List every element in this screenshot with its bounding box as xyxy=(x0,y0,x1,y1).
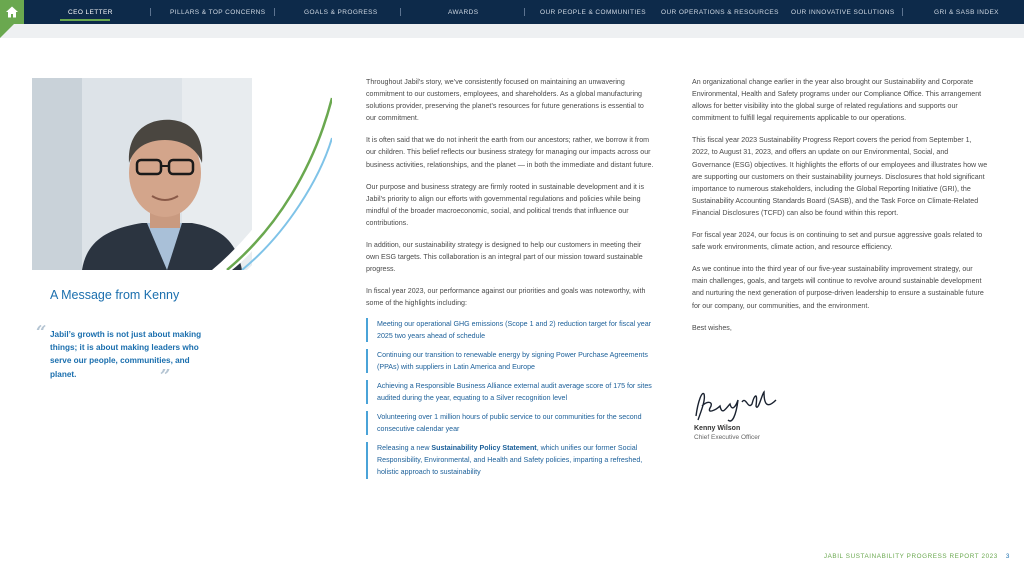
nav-separator xyxy=(524,8,525,16)
nav-pillars[interactable]: PILLARS & TOP CONCERNS xyxy=(170,9,266,16)
sub-header-bar xyxy=(0,24,1024,38)
home-icon xyxy=(5,5,19,19)
highlight-item: Meeting our operational GHG emissions (Scope 1 and 2) reduction target for fiscal year 2025 two years ahead of schedule xyxy=(366,318,656,342)
home-button[interactable] xyxy=(0,0,24,24)
signer-name: Kenny Wilson xyxy=(694,425,741,432)
corner-accent xyxy=(0,24,14,38)
highlight-item: Continuing our transition to renewable energy by signing Power Purchase Agreements (PPAs) with suppliers in Latin America and Europe xyxy=(366,349,656,373)
signer-title: Chief Executive Officer xyxy=(694,434,760,441)
nav-separator xyxy=(274,8,275,16)
paragraph: As we continue into the third year of our five-year sustainability improvement strategy, our main challenges, goals, and targets will continue to revolve around sustainable development and nurturing the next generation of purpose-driven leadership to ensure a sustainable future for our company, our communities, and the environment. xyxy=(692,265,984,310)
closing: Best wishes, xyxy=(692,323,732,332)
page-footer xyxy=(824,553,1010,560)
nav-ceo-letter[interactable]: CEO LETTER xyxy=(68,9,113,16)
paragraph: An organizational change earlier in the year also brought our Sustainability and Corporate Environmental, Health and Safety programs under our Compliance Office. This arrangement allows for better visibility into the global surge of related regulations and supports our commitment to fulfill legal requirements applicable to our operations. xyxy=(692,78,982,123)
ceo-portrait xyxy=(32,78,332,270)
highlight-item: Volunteering over 1 million hours of public service to our communities for the second consecutive calendar year xyxy=(366,411,656,435)
nav-separator xyxy=(400,8,401,16)
highlight-item xyxy=(366,442,656,478)
signature xyxy=(692,386,782,426)
paragraph: In fiscal year 2023, our performance against our priorities and goals was noteworthy, with some of the highlights including: xyxy=(366,287,646,308)
highlight-text: , which unifies our former Social Responsibility, Environmental, and Health and Safety policies, imparting a refreshed, holistic approach to sustainability xyxy=(377,444,643,477)
paragraph: This fiscal year 2023 Sustainability Progress Report covers the period from September 1, 2022, to August 31, 2023, and offers an update on our Environmental, Social, and Governance (ESG) objectives. It highlights the efforts of our employees and illustrates how we are supporting our customers on their sustainability journeys. Disclosures that hold significant importance to numerous stakeholders, including the Global Reporting Initiative (GRI), the Sustainability Accounting Standards Board (SASB), and the Task Force on Climate-Related Financial Disclosures (TCFD) can also be found within this report. xyxy=(692,136,988,217)
nav-separator xyxy=(902,8,903,16)
pull-quote: Jabil’s growth is not just about making things; it is about making leaders who serve our people, communities, and planet. xyxy=(50,330,202,379)
paragraph: Throughout Jabil’s story, we’ve consistently focused on maintaining an unwavering commitment to our customers, employees, and shareholders. As a global manufacturing solutions provider, preserving the planet’s resources for future generations is essential to our commitment. xyxy=(366,78,644,123)
nav-separator xyxy=(150,8,151,16)
nav-operations[interactable]: OUR OPERATIONS & RESOURCES xyxy=(661,9,779,16)
paragraph: Our purpose and business strategy are firmly rooted in sustainable development and it is Jabil’s priority to align our efforts with governmental regulations and policies while being mindful of the broader macroeconomic, social, and political trends that influence our contributions. xyxy=(366,182,644,227)
highlights-list xyxy=(366,318,656,479)
paragraph: In addition, our sustainability strategy is designed to help our customers in meeting their own ESG targets. This collaboration is an integral part of our mission toward sustainable progress. xyxy=(366,241,643,274)
letter-column-2 xyxy=(692,76,988,344)
nav-people[interactable]: OUR PEOPLE & COMMUNITIES xyxy=(540,9,647,16)
nav-awards[interactable]: AWARDS xyxy=(448,9,479,16)
active-tab-indicator xyxy=(60,19,110,21)
report-title: JABIL SUSTAINABILITY PROGRESS REPORT 2023 xyxy=(823,553,998,560)
close-quote-icon: ” xyxy=(160,366,171,387)
nav-gri-sasb[interactable]: GRI & SASB INDEX xyxy=(934,9,999,16)
paragraph: For fiscal year 2024, our focus is on continuing to set and pursue aggressive goals related to safe work environments, climate action, and resource efficiency. xyxy=(692,231,983,252)
top-navigation xyxy=(0,0,1024,24)
nav-innovative[interactable]: OUR INNOVATIVE SOLUTIONS xyxy=(791,9,895,16)
highlight-item: Achieving a Responsible Business Alliance external audit average score of 175 for sites audited during the year, equating to a Silver recognition level xyxy=(366,380,656,404)
page-number: 3 xyxy=(1005,553,1010,560)
policy-statement-name: Sustainability Policy Statement xyxy=(431,444,537,453)
nav-goals[interactable]: GOALS & PROGRESS xyxy=(304,9,378,16)
paragraph: It is often said that we do not inherit the earth from our ancestors; rather, we borrow it from our children. This belief reflects our business strategy for managing our impacts across our business activities, relationships, and the planet — in both the immediate and distant future. xyxy=(366,136,654,169)
letter-column-1 xyxy=(366,76,656,486)
open-quote-icon: “ xyxy=(36,322,47,343)
message-heading: A Message from Kenny xyxy=(50,288,180,302)
highlight-text: Releasing a new xyxy=(377,444,432,453)
